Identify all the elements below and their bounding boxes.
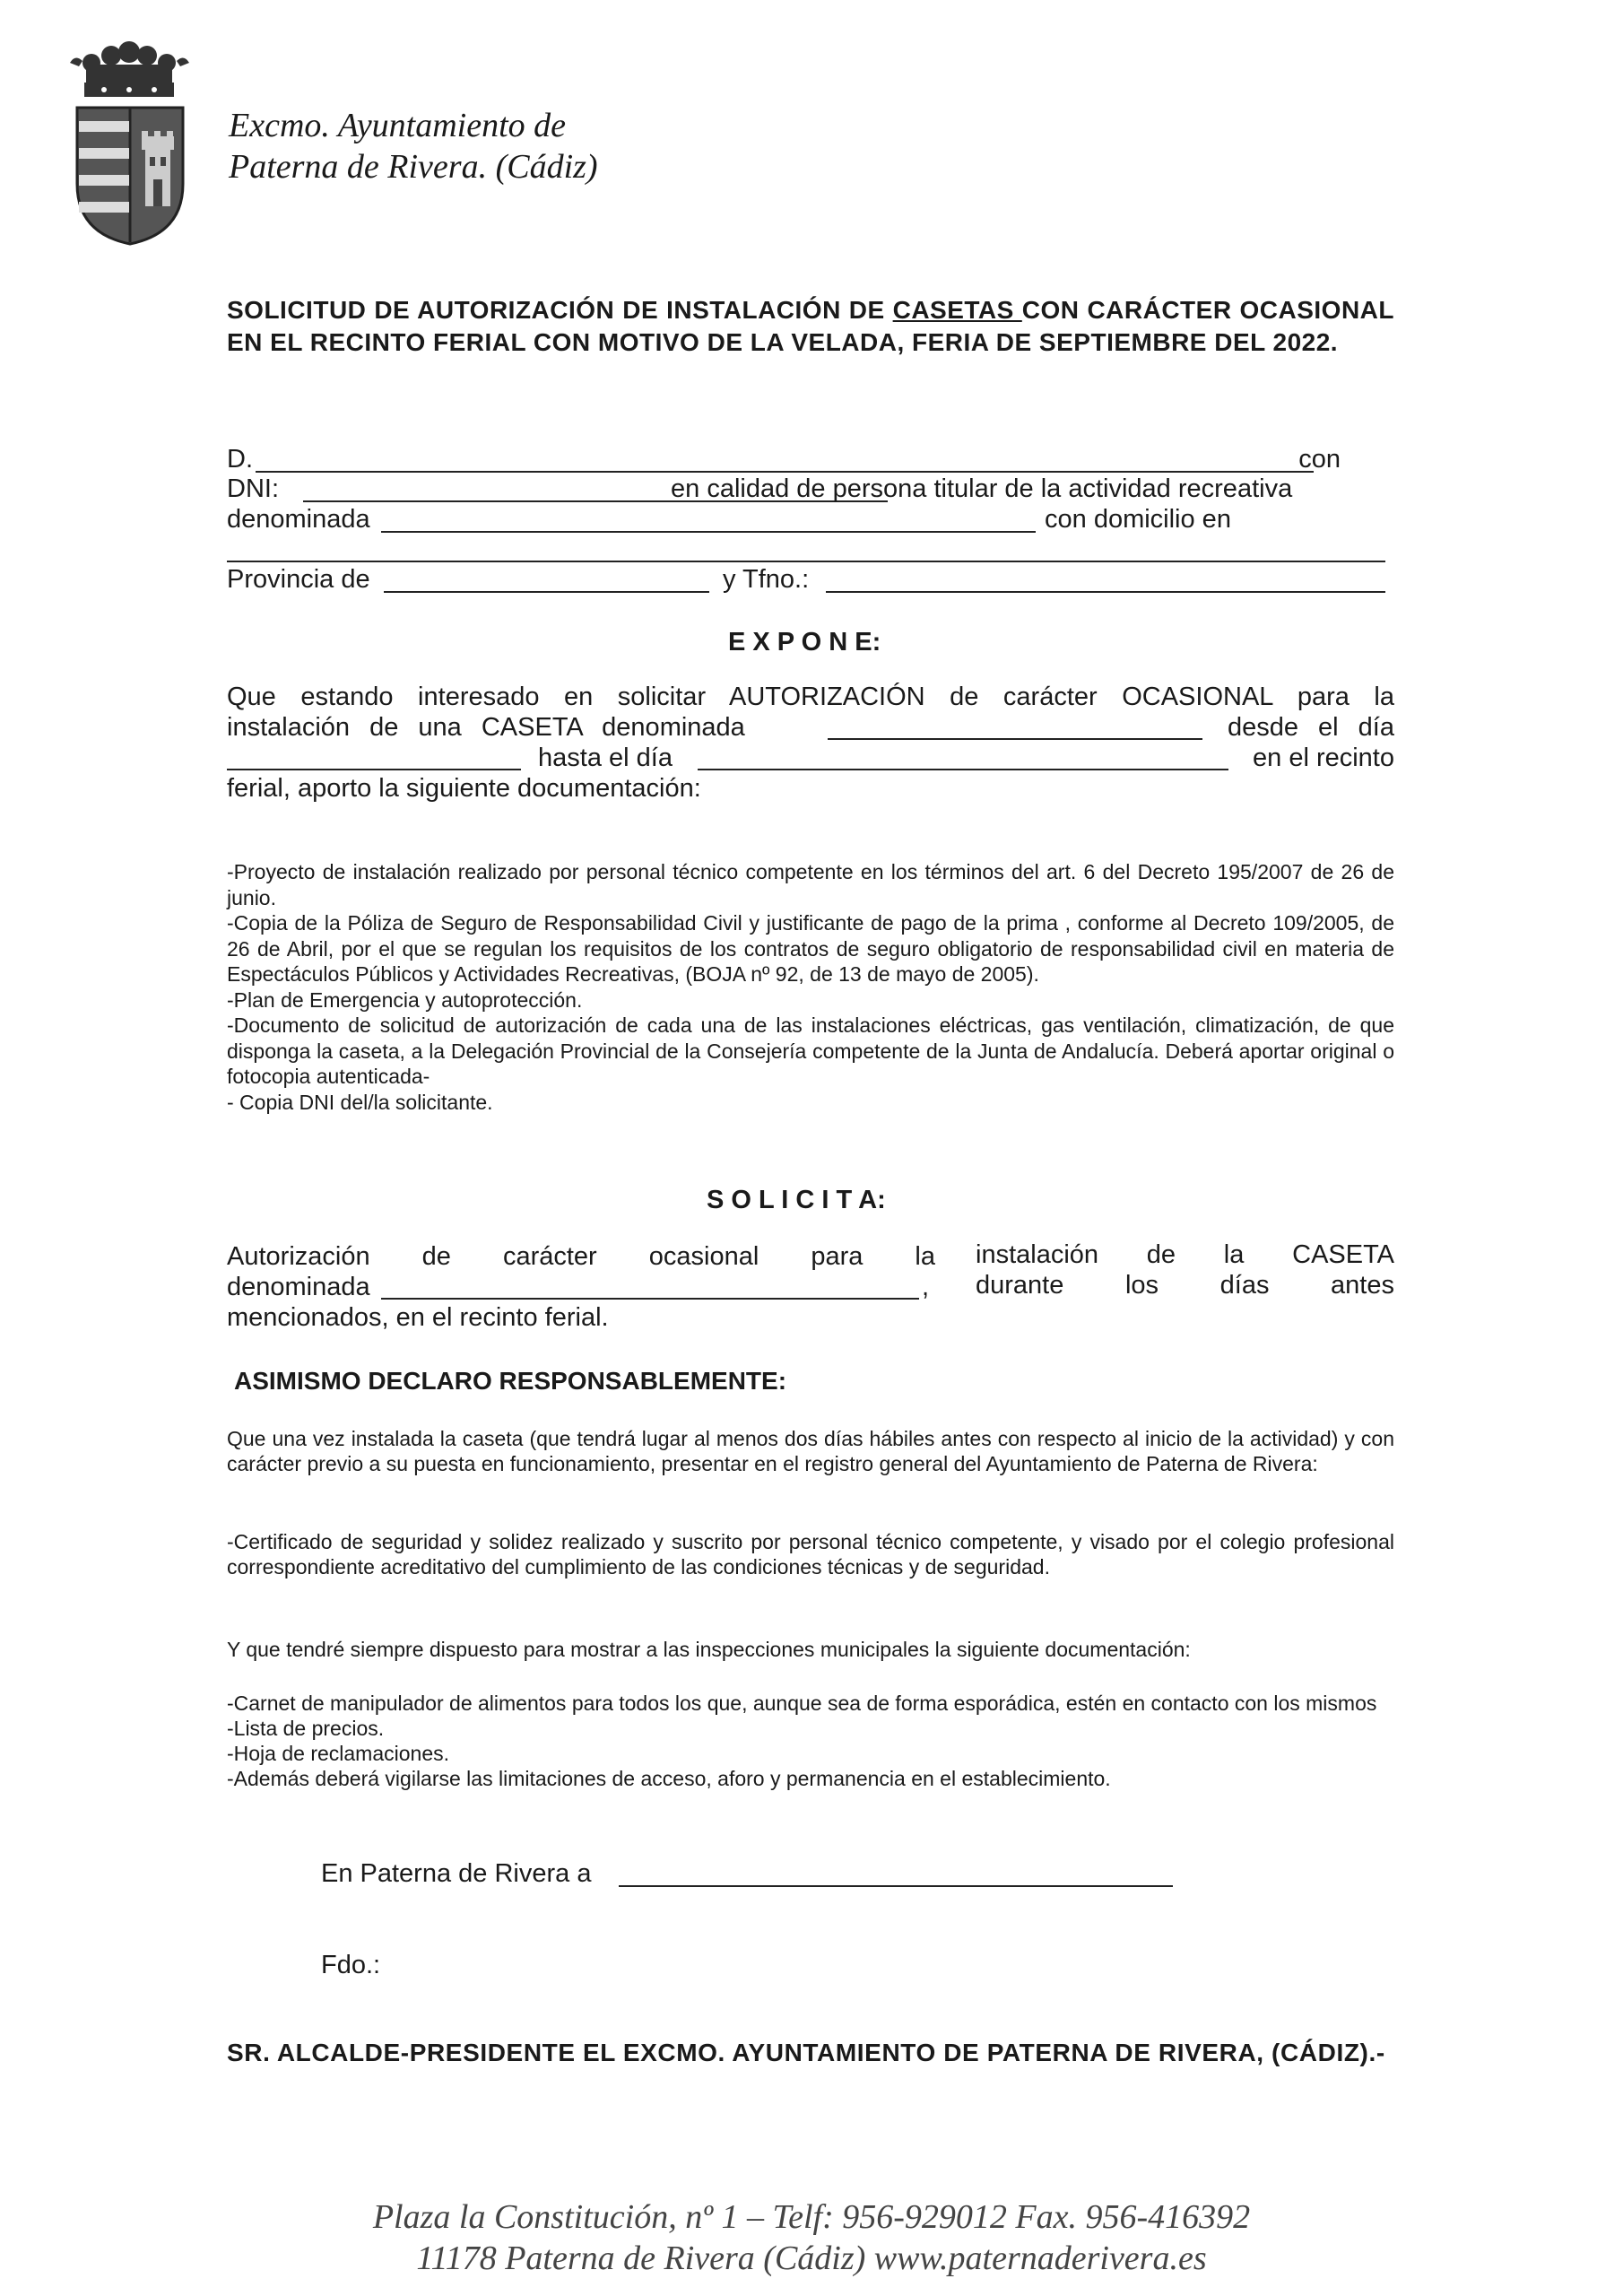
end-day-field[interactable] (698, 768, 1228, 770)
tfno-label: y Tfno.: (723, 565, 810, 594)
provincia-field[interactable] (384, 590, 709, 593)
footer-website: 11178 Paterna de Rivera (Cádiz) www.paternaderivera.es (416, 2239, 1207, 2277)
declaro-list-item: -Carnet de manipulador de alimentos para todos los que, aunque sea de forma esporádica, estén en contacto con los mismos (227, 1692, 1377, 1715)
solicita-left-column (227, 1241, 935, 1333)
declaro-list-item: -Además deberá vigilarse las limitaciones de acceso, aforo y permanencia en el establecimiento. (227, 1767, 1111, 1790)
expone-line2b: desde el día (1227, 713, 1394, 742)
solicita-right-line2: durante los días antes (976, 1271, 1394, 1300)
expone-line3a: hasta el día (538, 744, 673, 772)
declaro-paragraph-1: Que una vez instalada la caseta (que tendrá lugar al menos dos días hábiles antes con respecto al inicio de la actividad) y con carácter previo a su puesta en funcionamiento, presentar en el registro general del Ayuntamiento de Paterna de Rivera: (227, 1427, 1394, 1475)
title-part2: CON CARÁCTER OCASIONAL EN EL RECINTO FERIAL CON MOTIVO DE LA VELADA, FERIA DE SEPTIEMBRE DEL 2022. (227, 296, 1394, 356)
provincia-label: Provincia de (227, 565, 370, 594)
expone-paragraph (227, 682, 1394, 804)
expone-line1: Que estando interesado en solicitar AUTORIZACIÓN de carácter OCASIONAL para la (227, 683, 1394, 711)
expone-heading: E X P O N E: (728, 628, 881, 657)
date-field[interactable] (619, 1884, 1173, 1887)
signature-fdo: Fdo.: (321, 1951, 381, 1979)
signature-place (321, 1859, 1182, 1895)
coat-of-arms-logo (65, 36, 195, 247)
declaro-list (227, 1691, 1394, 1791)
solicita-right-column (976, 1239, 1394, 1300)
document-item: -Copia de la Póliza de Seguro de Responsabilidad Civil y justificante de pago de la prima , conforme al Decreto 109/2005, de 26 de Abril, por el que se regulan los requisitos de los contratos de seguro obligatorio de responsabilidad civil en materia de Espectáculos Públicos y Actividades Recreativas, (BOJA nº 92, de 13 de mayo de 2005). (227, 911, 1394, 986)
org-name-line1: Excmo. Ayuntamiento de (229, 107, 567, 144)
dni-label: DNI: (227, 474, 279, 503)
expone-line2a: instalación de una CASETA denominada (227, 713, 745, 742)
declaro-list-item: -Lista de precios. (227, 1717, 385, 1740)
declaro-heading: ASIMISMO DECLARO RESPONSABLEMENTE: (234, 1367, 787, 1395)
d-label: D. (227, 445, 253, 474)
address-field[interactable] (227, 560, 1385, 562)
expone-line3b: en el recinto (1253, 744, 1394, 772)
document-item: -Plan de Emergencia y autoprotección. (227, 987, 583, 1012)
caseta-name-field[interactable] (828, 737, 1202, 740)
signature-place-label: En Paterna de Rivera a (321, 1859, 592, 1888)
document-title (227, 294, 1394, 359)
solicita-heading: S O L I C I T A: (707, 1186, 886, 1214)
solicita-caseta-field[interactable] (381, 1297, 919, 1300)
calidad-text: en calidad de persona titular de la actividad recreativa (671, 474, 1293, 503)
document-item: -Proyecto de instalación realizado por personal técnico competente en los términos del art. 6 del Decreto 195/2007 de 26 de junio. (227, 860, 1394, 909)
addressee: SR. ALCALDE-PRESIDENTE EL EXCMO. AYUNTAMIENTO DE PATERNA DE RIVERA, (CÁDIZ).- (227, 2039, 1385, 2066)
solicita-denominada: denominada (227, 1273, 370, 1301)
con-label: con (1298, 445, 1341, 474)
tfno-field[interactable] (826, 590, 1385, 593)
org-name-line2: Paterna de Rivera. (Cádiz) (229, 148, 598, 186)
expone-line4: ferial, aporto la siguiente documentación: (227, 774, 701, 803)
solicita-left-line1: Autorización de carácter ocasional para la (227, 1242, 935, 1271)
denominada-label: denominada (227, 505, 370, 534)
documents-list (227, 859, 1394, 1115)
declaro-paragraph-2: -Certificado de seguridad y solidez realizado y suscrito por personal técnico competente, y visado por el colegio profesional correspondiente acreditativo del cumplimiento de las condiciones técnicas y de seguridad. (227, 1530, 1394, 1578)
solicita-right-line1: instalación de la CASETA (976, 1240, 1394, 1269)
solicita-comma: , (922, 1273, 930, 1301)
start-day-field[interactable] (227, 768, 521, 770)
activity-name-field[interactable] (381, 530, 1036, 533)
document-item: - Copia DNI del/la solicitante. (227, 1090, 493, 1114)
footer-address: Plaza la Constitución, nº 1 – Telf: 956-929012 Fax. 956-416392 (372, 2198, 1251, 2236)
domicilio-text: con domicilio en (1045, 505, 1231, 534)
document-item: -Documento de solicitud de autorización de cada una de las instalaciones eléctricas, gas ventilación, climatización, de que disponga la caseta, a la Delegación Provincial de la Consejería competente de la Junta de Andalucía. Deberá aportar original o fotocopia autenticada- (227, 1013, 1394, 1088)
title-casetas: CASETAS (892, 296, 1022, 324)
title-part1: SOLICITUD DE AUTORIZACIÓN DE INSTALACIÓN DE (227, 296, 893, 324)
name-field[interactable] (256, 470, 1314, 473)
declaro-list-item: -Hoja de reclamaciones. (227, 1742, 450, 1765)
solicita-left-line3: mencionados, en el recinto ferial. (227, 1303, 609, 1332)
declaro-paragraph-3: Y que tendré siempre dispuesto para mostrar a las inspecciones municipales la siguiente documentación: (227, 1638, 1191, 1661)
